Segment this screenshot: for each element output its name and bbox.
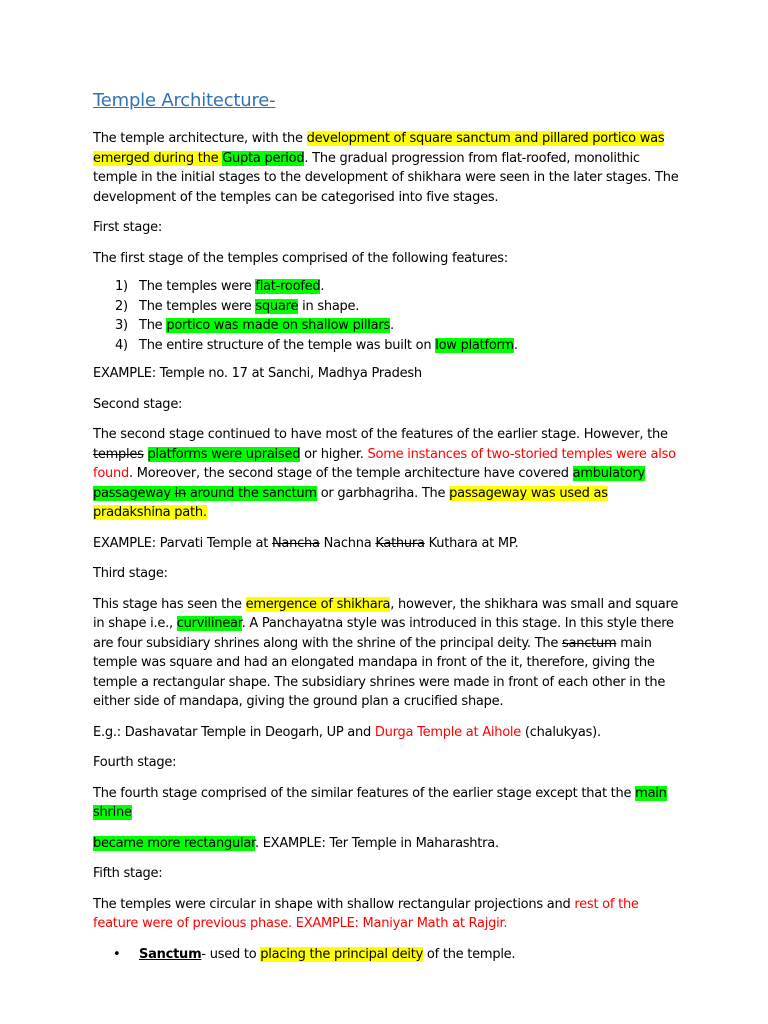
list-text: in shape.	[298, 298, 360, 314]
list-text: The temples were	[139, 279, 256, 294]
list-highlight: flat-roofed	[255, 279, 321, 294]
stage4-paragraph-continued	[93, 834, 683, 854]
text: or garbhagriha. The	[316, 485, 450, 501]
text: of the temple.	[423, 946, 516, 962]
text: The temples were circular in shape with shallow rectangular projections and	[93, 896, 575, 912]
list-text: .	[513, 337, 518, 353]
text: , however, the shikhara was small and square in shape i.e.,	[93, 596, 679, 631]
stage2-example	[93, 534, 683, 554]
text: The fourth stage comprised of the similar features of the earlier stage except that the	[93, 785, 636, 801]
stage1-heading: First stage:	[93, 220, 162, 235]
list-text: .	[390, 318, 394, 333]
text: Nachna	[319, 535, 376, 551]
yellow-highlight: emergence of shikhara	[245, 596, 391, 612]
strikethrough-text: sanctum	[562, 635, 617, 651]
stage4-heading: Fourth stage:	[93, 755, 177, 770]
list-item	[115, 316, 683, 336]
yellow-highlight: passageway was used as pradakshina path.	[93, 485, 608, 520]
list-text: The temples were	[139, 298, 256, 314]
intro-text: The temple architecture, with the	[93, 131, 307, 146]
strikethrough-text: Kathura	[375, 535, 425, 551]
list-text: The entire structure of the temple was built on	[139, 337, 436, 353]
text	[144, 447, 148, 462]
list-number: 1)	[115, 279, 128, 294]
list-highlight: square	[255, 298, 299, 314]
text: EXAMPLE: Parvati Temple at	[93, 535, 272, 551]
page-title: Temple Architecture-	[93, 90, 276, 111]
green-highlight: main shrine	[93, 785, 667, 820]
text: E.g.: Dashavatar Temple in Deogarh, UP and	[93, 724, 375, 740]
text: or higher.	[300, 446, 368, 462]
red-text: rest of the feature were of previous phase. EXAMPLE: Maniyar Math at Rajgir.	[93, 896, 639, 931]
text: ambulatory passageway	[93, 466, 645, 501]
text: Kuthara at MP.	[424, 535, 519, 551]
document-body	[93, 88, 683, 964]
red-text: Durga Temple at Aihole	[374, 724, 522, 740]
list-item	[115, 277, 683, 297]
text: main temple was square and had an elongated mandapa in front of the it, therefore, giving the temple a rectangular shape. The subsidiary shrines were made in front of each other in the either side of mandapa, giving the ground plan a crucified shape.	[93, 635, 666, 709]
stage1-feature-list	[93, 277, 683, 355]
list-text: .	[320, 279, 325, 294]
list-item	[115, 336, 683, 356]
intro-text-rest: . The gradual progression from flat-roofed, monolithic temple in the initial stages to the development of shikhara were seen in the later stages. The development of the temples can be categorised into five stages.	[93, 150, 679, 205]
stage1-lead: The first stage of the temples comprised of the following features:	[93, 250, 508, 266]
list-item	[113, 945, 683, 965]
text: The second stage continued to have most of the features of the earlier stage. However, the	[93, 427, 668, 442]
stage5-paragraph	[93, 895, 683, 934]
stage3-heading: Third stage:	[93, 566, 168, 581]
red-text: Some instances of two-storied temples were also found	[93, 446, 676, 481]
text: . EXAMPLE: Ter Temple in Maharashtra.	[254, 835, 499, 851]
stage2-paragraph	[93, 425, 683, 523]
strikethrough-text: temples	[93, 446, 144, 462]
green-highlight: platforms were upraised	[147, 446, 301, 462]
list-highlight: low platform	[435, 337, 514, 353]
intro-highlight-green: Gupta period	[222, 150, 305, 166]
stage2-heading: Second stage:	[93, 396, 183, 412]
green-highlight: curvilinear	[176, 616, 242, 631]
stage3-example	[93, 723, 683, 743]
text: (chalukyas).	[521, 724, 601, 740]
list-text: The	[139, 318, 167, 333]
strikethrough-text: Nancha	[271, 535, 320, 551]
stage3-paragraph	[93, 595, 683, 712]
term: Sanctum	[139, 946, 202, 962]
list-number: 4)	[115, 337, 128, 353]
intro-paragraph	[93, 129, 683, 207]
text: - used to	[201, 946, 261, 962]
strikethrough-text: in	[174, 485, 187, 501]
intro-highlight-yellow: development of square sanctum and pillared portico was emerged during the	[93, 131, 665, 166]
text: . A Panchayatna style was introduced in this stage. In this style there are four subsidiary shrines along with the shrine of the principal deity. The	[93, 616, 674, 651]
green-highlight: became more rectangular	[93, 835, 255, 851]
text: This stage has seen the	[93, 596, 246, 612]
definition-list	[93, 945, 683, 965]
list-number: 2)	[115, 298, 128, 314]
list-item	[115, 297, 683, 317]
list-highlight: portico was made on shallow pillars	[166, 318, 390, 333]
bullet-icon: •	[113, 946, 121, 962]
stage1-example: EXAMPLE: Temple no. 17 at Sanchi, Madhya Pradesh	[93, 366, 422, 381]
stage4-paragraph	[93, 784, 683, 823]
text: . Moreover, the second stage of the temple architecture have covered	[129, 466, 573, 481]
yellow-highlight: placing the principal deity	[260, 946, 424, 962]
stage5-heading: Fifth stage:	[93, 866, 163, 881]
list-number: 3)	[115, 318, 128, 333]
text: around the sanctum	[186, 485, 317, 501]
